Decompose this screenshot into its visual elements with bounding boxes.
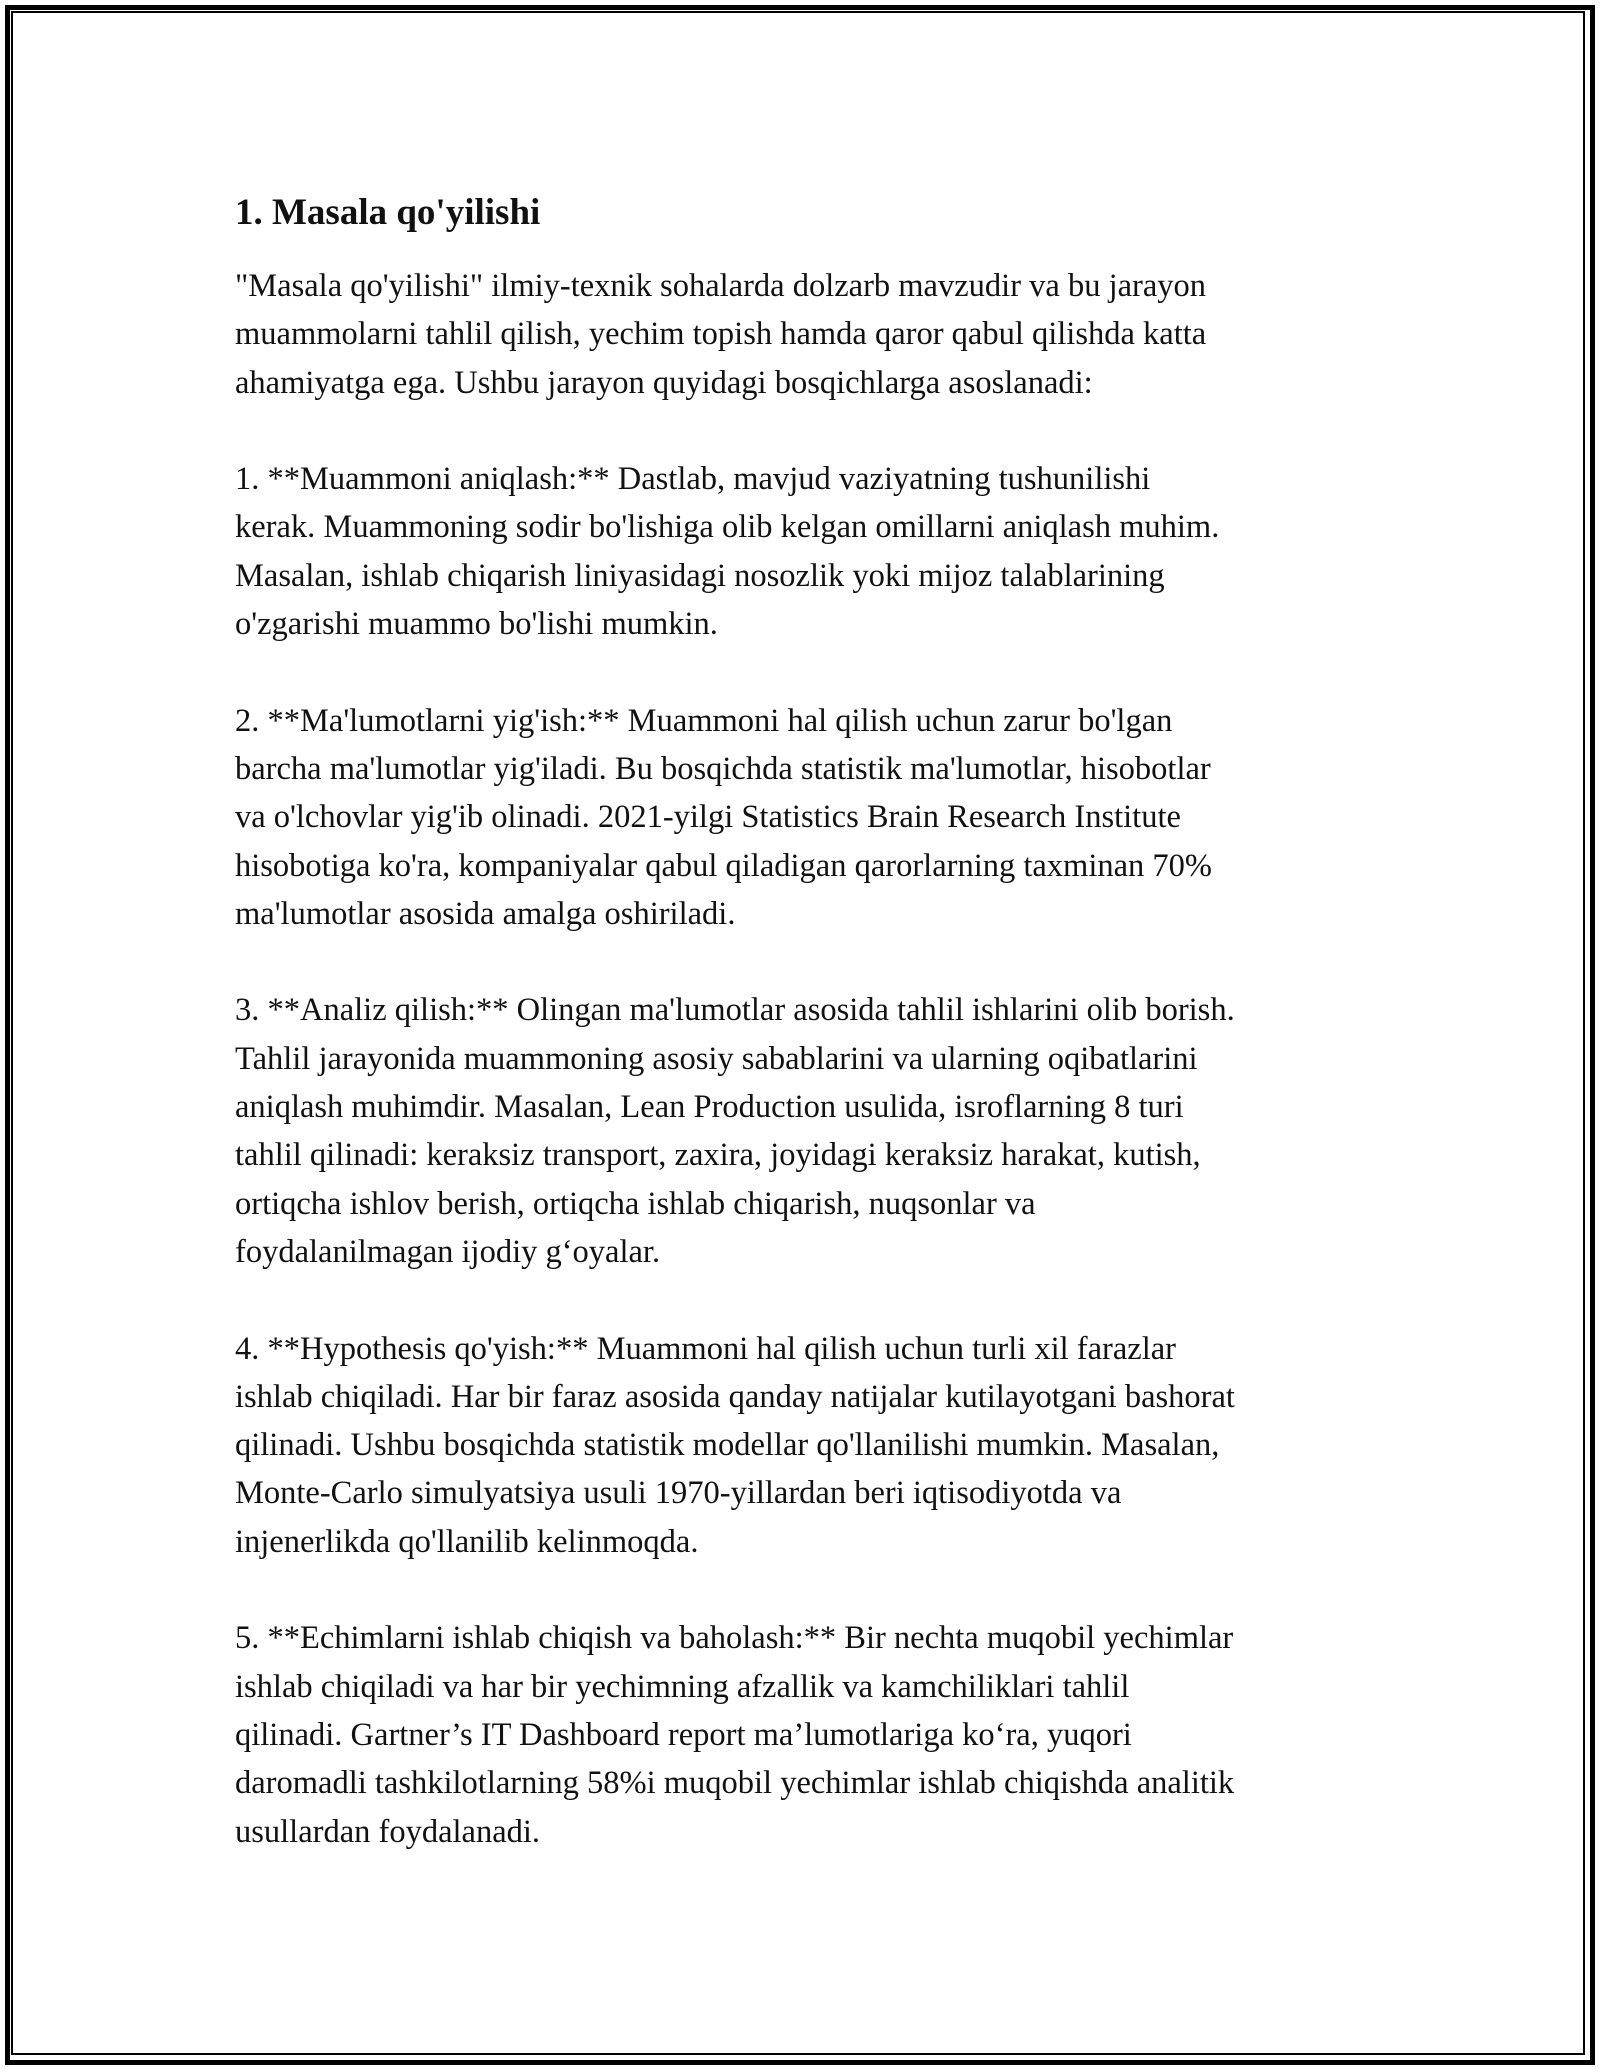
text-line: ortiqcha ishlov berish, ortiqcha ishlab chiqarish, nuqsonlar va <box>235 1185 1036 1222</box>
text-line: va o'lchovlar yig'ib olinadi. 2021-yilgi Statistics Brain Research Institute <box>235 799 1181 836</box>
text-line: qilinadi. Ushbu bosqichda statistik modellar qo'llanilishi mumkin. Masalan, <box>235 1427 1220 1464</box>
text-line: qilinadi. Gartner’s IT Dashboard report ma’lumotlariga ko‘ra, yuqori <box>235 1716 1132 1753</box>
text-line: ishlab chiqiladi. Har bir faraz asosida qanday natijalar kutilayotgani bashorat <box>235 1378 1235 1415</box>
text-line: 3. **Analiz qilish:** Olingan ma'lumotlar asosida tahlil ishlarini olib borish. <box>235 992 1235 1029</box>
text-line: foydalanilmagan ijodiy g‘oyalar. <box>235 1233 661 1270</box>
intro-paragraph <box>235 262 1395 407</box>
text-line: 5. **Echimlarni ishlab chiqish va baholash:** Bir nechta muqobil yechimlar <box>235 1620 1234 1657</box>
text-line: daromadli tashkilotlarning 58%i muqobil yechimlar ishlab chiqishda analitik <box>235 1765 1235 1802</box>
text-line: hisobotiga ko'ra, kompaniyalar qabul qiladigan qarorlarning taxminan 70% <box>235 847 1212 884</box>
text-line: ishlab chiqiladi va har bir yechimning afzallik va kamchiliklari tahlil <box>235 1668 1130 1705</box>
step-2-paragraph <box>235 697 1395 938</box>
step-4-paragraph <box>235 1325 1395 1566</box>
text-line: 2. **Ma'lumotlarni yig'ish:** Muammoni hal qilish uchun zarur bo'lgan <box>235 702 1173 739</box>
text-line: ahamiyatga ega. Ushbu jarayon quyidagi bosqichlarga asoslanadi: <box>235 364 1093 401</box>
text-line: barcha ma'lumotlar yig'iladi. Bu bosqichda statistik ma'lumotlar, hisobotlar <box>235 750 1211 787</box>
text-line: o'zgarishi muammo bo'lishi mumkin. <box>235 606 718 643</box>
text-line: 4. **Hypothesis qo'yish:** Muammoni hal qilish uchun turli xil farazlar <box>235 1330 1177 1367</box>
text-line: Masalan, ishlab chiqarish liniyasidagi nosozlik yoki mijoz talablarining <box>235 557 1165 594</box>
text-line: usullardan foydalanadi. <box>235 1813 541 1850</box>
document-title: 1. Masala qo'yilishi <box>235 192 541 233</box>
text-line: Tahlil jarayonida muammoning asosiy sabablarini va ularning oqibatlarini <box>235 1040 1198 1077</box>
text-line: ma'lumotlar asosida amalga oshiriladi. <box>235 895 736 932</box>
step-3-paragraph <box>235 986 1395 1276</box>
text-line: aniqlash muhimdir. Masalan, Lean Production usulida, isroflarning 8 turi <box>235 1089 1184 1126</box>
text-line: muammolarni tahlil qilish, yechim topish hamda qaror qabul qilishda katta <box>235 316 1207 353</box>
text-line: 1. **Muammoni aniqlash:** Dastlab, mavjud vaziyatning tushunilishi <box>235 461 1151 498</box>
text-line: kerak. Muammoning sodir bo'lishiga olib kelgan omillarni aniqlash muhim. <box>235 509 1220 546</box>
text-line: tahlil qilinadi: keraksiz transport, zaxira, joyidagi keraksiz harakat, kutish, <box>235 1137 1201 1174</box>
document-body <box>235 188 1395 1904</box>
text-line: injenerlikda qo'llanilib kelinmoqda. <box>235 1523 699 1560</box>
text-line: Monte-Carlo simulyatsiya usuli 1970-yillardan beri iqtisodiyotda va <box>235 1475 1122 1512</box>
step-1-paragraph <box>235 455 1395 648</box>
step-5-paragraph <box>235 1614 1395 1855</box>
text-line: "Masala qo'yilishi" ilmiy-texnik sohalarda dolzarb mavzudir va bu jarayon <box>235 268 1207 304</box>
